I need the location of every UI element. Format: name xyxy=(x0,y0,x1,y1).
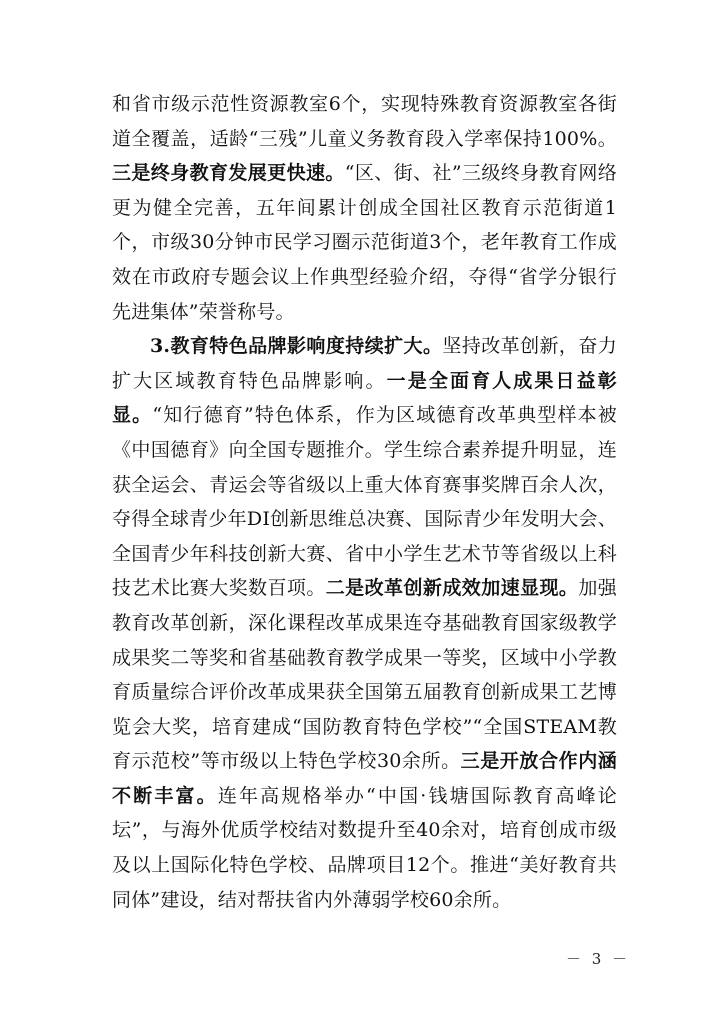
paragraph-1 xyxy=(112,87,617,329)
bold-heading-run: 三是开放合作内涵不断丰富。 xyxy=(112,750,617,807)
text-run: “区、街、社”三级终身教育网络更为健全完善，五年间累计创成全国社区教育示范街道1个，市级30分钟市民学习圈示范街道3个，老年教育工作成效在市政府专题会议上作典型经验介绍，夺得“省学分银行先进集体”荣誉称号。 xyxy=(112,162,617,323)
text-run: “知行德育”特色体系，作为区域德育改革典型样本被《中国德育》向全国专题推介。学生综合素养提升明显，连获全运会、青运会等省级以上重大体育赛事奖牌百余人次，夺得全球青少年DI创新思维总决赛、国际青少年发明大会、全国青少年科技创新大赛、省中小学生艺术节等省级以上科技艺术比赛大奖数百项。 xyxy=(112,404,617,600)
paragraph-2 xyxy=(112,329,617,917)
text-run: 连年高规格举办“中国·钱塘国际教育高峰论坛”，与海外优质学校结对数提升至40余对，培育创成市级及以上国际化特色学校、品牌项目12个。推进“美好教育共同体”建设，结对帮扶省内外薄弱学校60余所。 xyxy=(112,784,617,911)
text-run: 加强教育改革创新，深化课程改革成果连夺基础教育国家级教学成果奖二等奖和省基础教育教学成果一等奖，区域中小学教育质量综合评价改革成果获全国第五届教育创新成果工艺博览会大奖，培育建成“国防教育特色学校”“全国STEAM教育示范校”等市级以上特色学校30余所。 xyxy=(112,577,617,773)
text-run: 坚持改革创新，奋力扩大区域教育特色品牌影响。 xyxy=(112,335,617,392)
body-text xyxy=(112,87,617,917)
bold-heading-run: 一是全面育人成果日益彰显。 xyxy=(112,369,617,427)
text-run: 和省市级示范性资源教室6个，实现特殊教育资源教室各街道全覆盖，适龄“三残”儿童义务教育段入学率保持100%。 xyxy=(112,93,617,150)
page-number: － 3 － xyxy=(566,950,631,968)
bold-heading-run: 二是改革创新成效加速显现。 xyxy=(325,577,579,600)
bold-heading-run: 三是终身教育发展更快速。 xyxy=(112,162,345,185)
section-heading-run: 3.教育特色品牌影响度持续扩大。 xyxy=(150,335,443,358)
